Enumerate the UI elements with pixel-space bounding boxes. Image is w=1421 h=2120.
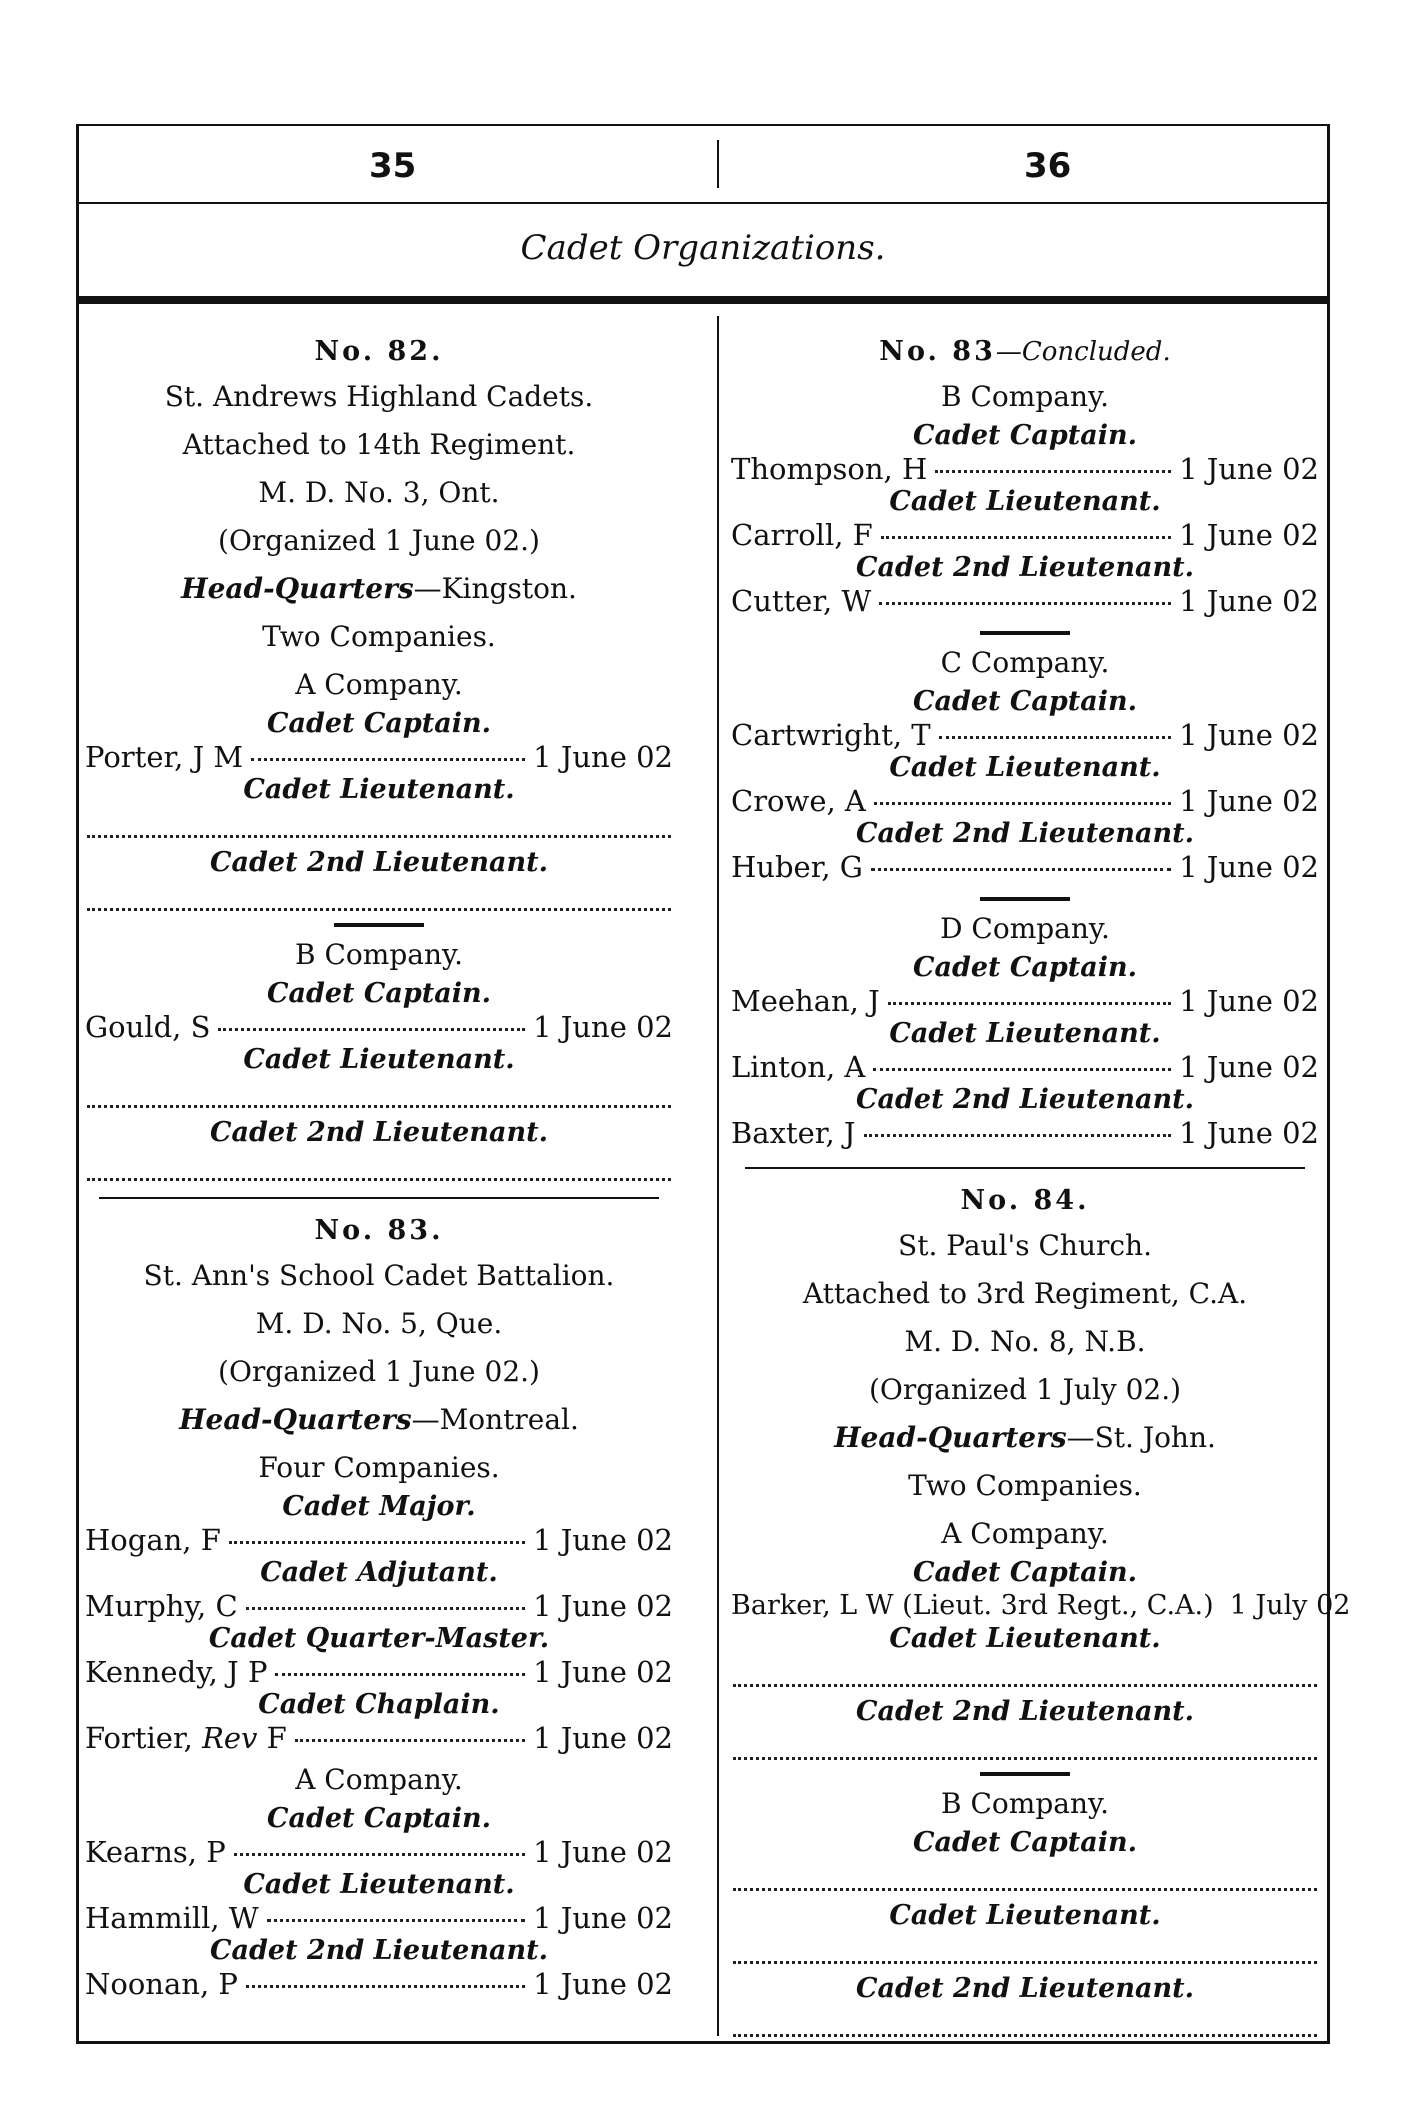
section-rule [745,1167,1305,1169]
officer-name: Barker, L W (Lieut. 3rd Regt., C.A.) [731,1590,1214,1621]
org-name: St. Paul's Church. [898,1229,1152,1262]
company-separator [980,1772,1070,1776]
rank-title: Cadet Captain. [912,420,1138,451]
dot-leader [888,1002,1171,1005]
officer-entry [725,583,1325,619]
officer-entry [79,1966,679,2002]
org-number: No. 84. [960,1185,1090,1216]
officer-date: 1 June 02 [533,1010,673,1044]
officer-name-rev: Rev [202,1721,258,1755]
rank-title: Cadet Lieutenant. [243,774,515,805]
officer-entry [725,451,1325,487]
officer-entry [725,783,1325,819]
dot-leader [229,1541,525,1544]
rank-title: Cadet Quarter-Master. [208,1623,550,1654]
company-separator [980,897,1070,901]
dot-leader [939,736,1171,739]
company-separator [334,923,424,927]
vacant-entry [87,805,671,838]
rank-title: Cadet Adjutant. [260,1557,498,1588]
dot-leader [864,1134,1172,1137]
officer-date: 1 June 02 [1179,518,1319,552]
officer-entry [79,1834,679,1870]
org-district: M. D. No. 8, N.B. [904,1325,1146,1358]
org-organized: (Organized 1 June 02.) [218,1355,540,1388]
company-heading: D Company. [940,912,1110,945]
officer-name: Kearns, P [85,1835,226,1869]
org-companies: Two Companies. [262,620,496,653]
officer-entry [79,739,679,775]
rank-title: Cadet Captain. [912,1557,1138,1588]
officer-name: Meehan, J [731,984,880,1018]
rank-title: Cadet 2nd Lieutenant. [856,818,1194,849]
dot-leader [246,1985,525,1988]
column-divider [717,316,719,2036]
dot-leader [275,1673,525,1676]
org-name: St. Andrews Highland Cadets. [164,380,594,413]
officer-date: 1 June 02 [1179,1116,1319,1150]
officer-entry [79,1522,679,1558]
hq-city: —Kingston. [413,572,577,605]
hq-label: Head-Quarters [181,572,414,605]
org-number: No. 82. [314,336,444,367]
rank-title: Cadet Captain. [266,978,492,1009]
officer-date: 1 June 02 [533,1655,673,1689]
officer-entry [725,717,1325,753]
rank-title: Cadet Captain. [912,1827,1138,1858]
officer-name [85,1720,287,1756]
rank-title: Cadet 2nd Lieutenant. [210,1935,548,1966]
officer-date: 1 July 02 [1229,1590,1351,1621]
officer-date: 1 June 02 [533,1901,673,1935]
hq-city: —Montreal. [411,1403,579,1436]
vacant-entry [733,2004,1317,2037]
dot-leader [246,1607,525,1610]
dot-leader [295,1739,525,1742]
rank-title: Cadet Lieutenant. [889,1623,1161,1654]
dot-leader [218,1028,525,1031]
vacant-entry [733,1727,1317,1760]
company-heading: B Company. [295,938,463,971]
company-heading: B Company. [941,1787,1109,1820]
rank-title: Cadet 2nd Lieutenant. [856,552,1194,583]
officer-entry [725,849,1325,885]
org-headquarters [79,1396,679,1444]
dot-leader [874,802,1171,805]
officer-name: Hogan, F [85,1523,221,1557]
officer-name: Gould, S [85,1010,211,1044]
page-number-row [79,126,1327,204]
rank-title: Cadet 2nd Lieutenant. [210,1117,548,1148]
officer-name: Thompson, H [731,452,928,486]
rank-title: Cadet Lieutenant. [243,1869,515,1900]
officer-date: 1 June 02 [1179,1050,1319,1084]
officer-date: 1 June 02 [1179,850,1319,884]
rank-title: Cadet 2nd Lieutenant. [856,1084,1194,1115]
org-number: No. 83. [314,1215,444,1246]
company-separator [980,631,1070,635]
officer-date: 1 June 02 [1179,984,1319,1018]
officer-date: 1 June 02 [533,740,673,774]
rank-title: Cadet Captain. [912,686,1138,717]
hq-label: Head-Quarters [834,1421,1067,1454]
officer-name: Porter, J M [85,740,244,774]
dot-leader [871,868,1171,871]
officer-name: Carroll, F [731,518,873,552]
org-headquarters [725,1414,1325,1462]
org-companies: Four Companies. [258,1451,500,1484]
officer-name-initial: F [257,1721,287,1755]
company-heading: A Company. [295,1763,463,1796]
rank-title: Cadet Captain. [266,708,492,739]
officer-date: 1 June 02 [533,1589,673,1623]
dot-leader [935,470,1171,473]
right-column [725,326,1351,2047]
page-title: Cadet Organizations. [520,228,886,268]
officer-name: Baxter, J [731,1116,856,1150]
company-heading: B Company. [941,380,1109,413]
officer-entry [79,1588,679,1624]
company-heading: A Company. [941,1517,1109,1550]
officer-entry [725,1049,1325,1085]
dot-leader [267,1919,525,1922]
org-organized: (Organized 1 July 02.) [868,1373,1182,1406]
vacant-entry [733,1858,1317,1891]
hq-label: Head-Quarters [179,1403,412,1436]
org-organized: (Organized 1 June 02.) [218,524,540,557]
dot-leader [879,602,1171,605]
officer-date: 1 June 02 [1179,584,1319,618]
left-column [79,326,679,2002]
org-companies: Two Companies. [908,1469,1142,1502]
vacant-entry [733,1931,1317,1964]
officer-name: Hammill, W [85,1901,259,1935]
dot-leader [234,1853,525,1856]
rank-title: Cadet Lieutenant. [889,1018,1161,1049]
vacant-entry [733,1654,1317,1687]
register-page [76,124,1351,2044]
org-attached: Attached to 3rd Regiment, C.A. [802,1277,1248,1310]
title-rule [79,296,1327,304]
officer-date: 1 June 02 [1179,452,1319,486]
vacant-entry [87,1075,671,1108]
section-rule [99,1197,659,1199]
officer-date: 1 June 02 [1179,784,1319,818]
page-number-divider [717,140,719,188]
rank-title: Cadet Lieutenant. [889,1900,1161,1931]
officer-name: Noonan, P [85,1967,238,2001]
concluded-label: —Concluded. [995,337,1171,367]
rank-title: Cadet Lieutenant. [889,486,1161,517]
officer-name: Murphy, C [85,1589,238,1623]
officer-entry [79,1900,679,1936]
rank-title: Cadet Captain. [266,1803,492,1834]
rank-title: Cadet 2nd Lieutenant. [856,1973,1194,2004]
hq-city: —St. John. [1066,1421,1216,1454]
org-attached: Attached to 14th Regiment. [182,428,576,461]
dot-leader [251,758,525,761]
officer-name: Linton, A [731,1050,866,1084]
officer-date: 1 June 02 [533,1523,673,1557]
officer-name: Kennedy, J P [85,1655,268,1689]
vacant-entry [87,878,671,911]
rank-title: Cadet 2nd Lieutenant. [856,1696,1194,1727]
rank-title: Cadet Chaplain. [258,1689,500,1720]
officer-date: 1 June 02 [533,1835,673,1869]
officer-entry [79,1009,679,1045]
officer-name: Cutter, W [731,584,872,618]
rank-title: Cadet Major. [282,1491,476,1522]
officer-date: 1 June 02 [1179,718,1319,752]
officer-date: 1 June 02 [533,1721,673,1755]
org-headquarters [79,565,679,613]
officer-entry [725,1115,1325,1151]
officer-name: Crowe, A [731,784,866,818]
page-number-right: 36 [1024,146,1072,186]
officer-entry [79,1720,679,1756]
org-district: M. D. No. 5, Que. [255,1307,503,1340]
org-name: St. Ann's School Cadet Battalion. [143,1259,615,1292]
officer-entry [725,517,1325,553]
company-heading: C Company. [940,646,1110,679]
officer-name: Huber, G [731,850,863,884]
org-number-text: No. 83 [879,336,996,367]
officer-date: 1 June 02 [533,1967,673,2001]
rank-title: Cadet 2nd Lieutenant. [210,847,548,878]
org-district: M. D. No. 3, Ont. [258,476,500,509]
officer-entry [725,983,1325,1019]
dot-leader [881,536,1171,539]
officer-name-surname: Fortier, [85,1721,203,1755]
officer-entry [725,1588,1351,1624]
rank-title: Cadet Lieutenant. [889,752,1161,783]
rank-title: Cadet Lieutenant. [243,1044,515,1075]
vacant-entry [87,1148,671,1181]
org-number [725,336,1325,367]
page-number-left: 35 [369,146,417,186]
rank-title: Cadet Captain. [912,952,1138,983]
officer-entry [79,1654,679,1690]
company-heading: A Company. [295,668,463,701]
dot-leader [873,1068,1171,1071]
officer-name: Cartwright, T [731,718,931,752]
